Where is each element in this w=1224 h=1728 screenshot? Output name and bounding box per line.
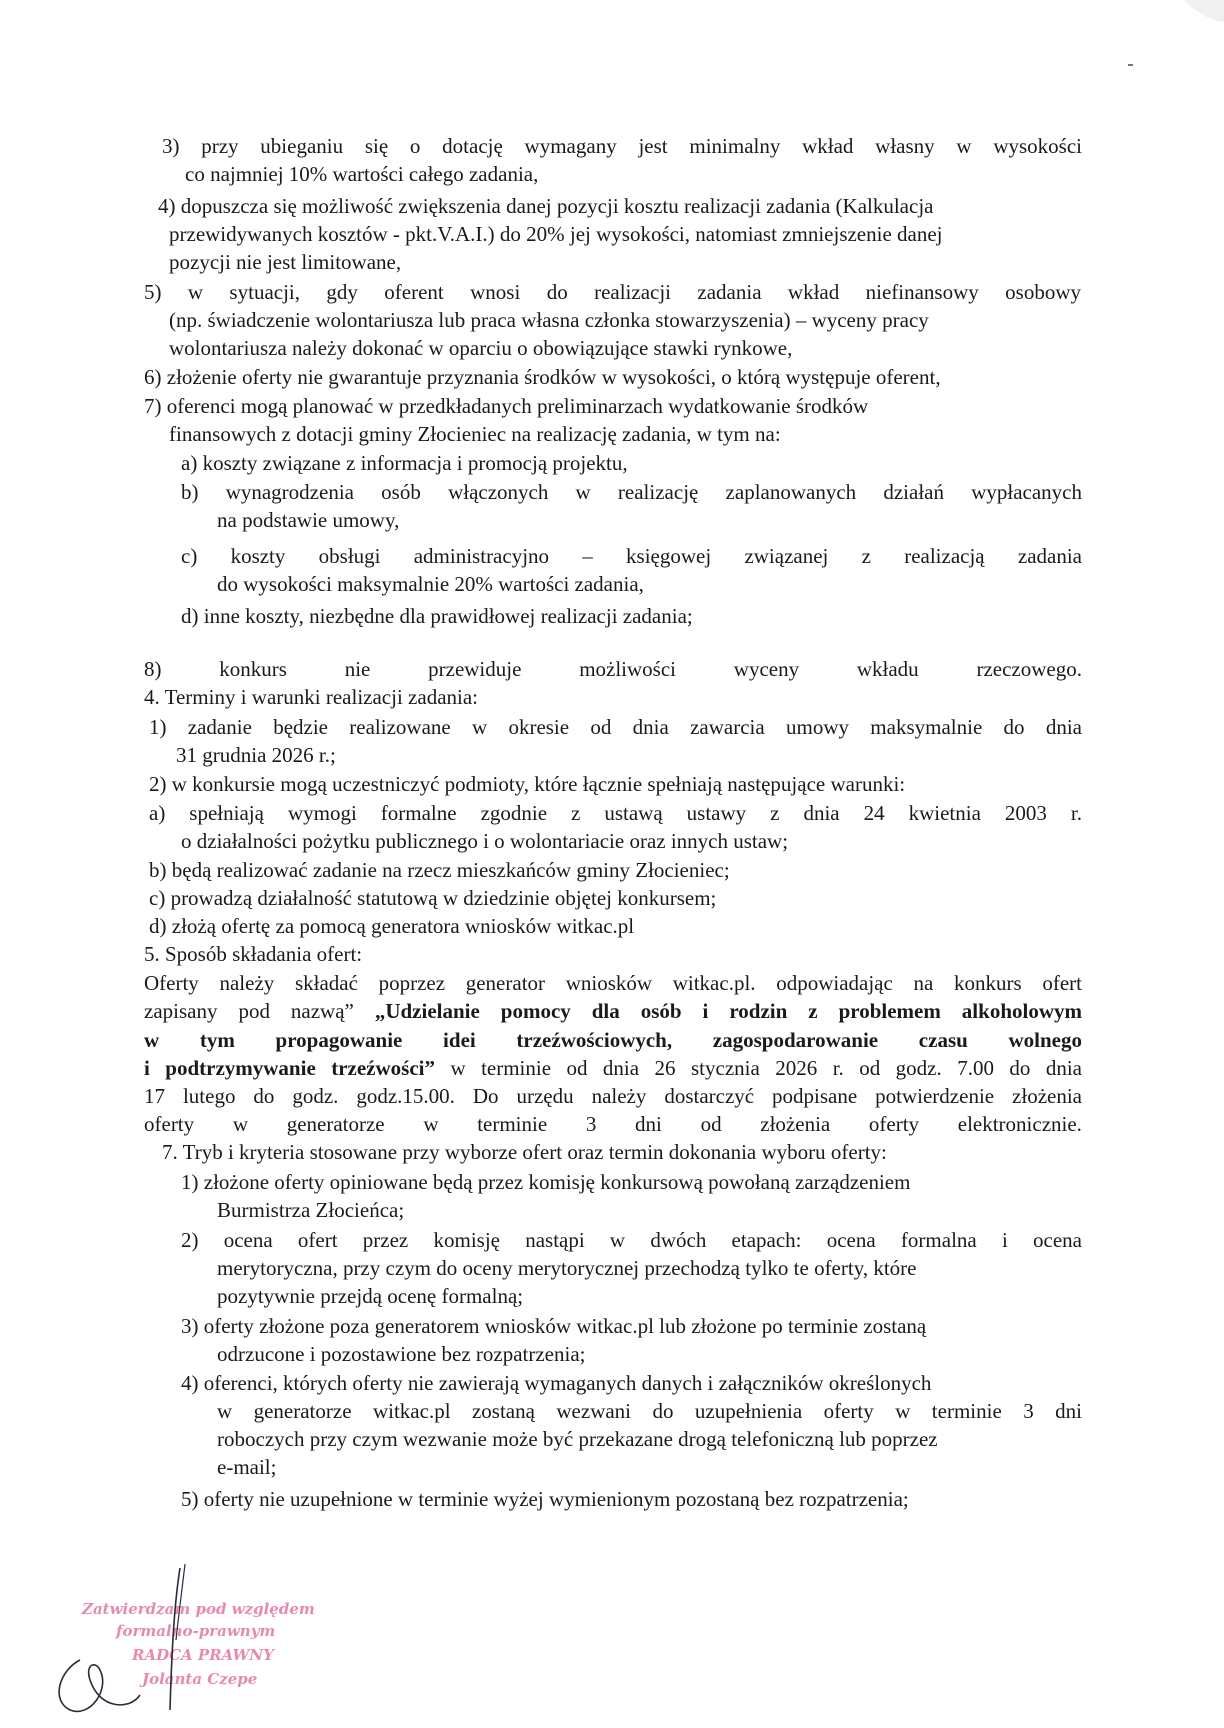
- section-4-item-d: d) złożą ofertę za pomocą generatora wniosków witkac.pl: [149, 914, 635, 938]
- task-title-part-3: i podtrzymywanie trzeźwości”: [144, 1056, 435, 1080]
- section-5-word: 3: [585, 1112, 597, 1136]
- section-4-item-2: 2) w konkursie mogą uczestniczyć podmioty, które łącznie spełniają następujące warunki:: [149, 772, 906, 796]
- task-title-part-1: „Udzielanie pomocy dla osób i rodzin z problemem alkoholowym: [374, 999, 1082, 1023]
- section-5-line-2-prefix: zapisany pod nazwą”: [144, 999, 375, 1023]
- item-5-line-3: wolontariusza należy dokonać w oparciu o obowiązujące stawki rynkowe,: [169, 336, 793, 360]
- section-7-item-3-line-1: 3) oferty złożone poza generatorem wniosków witkac.pl lub złożone po terminie zostaną: [181, 1314, 927, 1338]
- item-4-line-1: 4) dopuszcza się możliwość zwiększenia danej pozycji kosztu realizacji zadania (Kalkulacja: [158, 194, 934, 218]
- section-4-item-c: c) prowadzą działalność statutową w dziedzinie objętej konkursem;: [149, 886, 717, 910]
- section-7-item-2-line-2: merytoryczna, przy czym do oceny merytorycznej przechodzą tylko te oferty, które: [217, 1256, 917, 1280]
- stamp-line-4: Jolanta Czepe: [142, 1670, 258, 1688]
- item-7-line-2: finansowych z dotacji gminy Złocieniec na realizację zadania, w tym na:: [169, 422, 781, 446]
- item-8-word: przewiduje: [428, 657, 522, 681]
- section-5-word: oferty: [144, 1112, 195, 1136]
- item-3-line-2: co najmniej 10% wartości całego zadania,: [185, 162, 539, 186]
- section-5-line-5: 17 lutego do godz. godz.15.00. Do urzędu należy dostarczyć podpisane potwierdzenie złożenia: [144, 1084, 1082, 1108]
- item-8-word: konkurs: [219, 657, 287, 681]
- item-8-word: wkładu: [856, 657, 919, 681]
- section-7-item-4-line-3: roboczych przy czym wezwanie może być przekazane drogą telefoniczną lub poprzez: [217, 1427, 938, 1451]
- section-5-line-1: Oferty należy składać poprzez generator wniosków witkac.pl. odpowiadając na konkurs ofert: [144, 971, 1082, 995]
- item-7a: a) koszty związane z informacja i promocją projektu,: [181, 451, 628, 475]
- section-7-item-1-line-1: 1) złożone oferty opiniowane będą przez komisję konkursową powołaną zarządzeniem: [181, 1170, 911, 1194]
- item-4-line-3: pozycji nie jest limitowane,: [169, 250, 402, 274]
- item-8: [144, 655, 1082, 683]
- section-5-line-4-suffix: w terminie od dnia 26 stycznia 2026 r. od godz. 7.00 do dnia: [435, 1056, 1082, 1080]
- section-5-line-3: [144, 1026, 1082, 1054]
- corner-shape: [1164, 0, 1224, 30]
- section-7-item-4-line-2: w generatorze witkac.pl zostaną wezwani do uzupełnienia oferty w terminie 3 dni: [217, 1399, 1082, 1423]
- section-5-word: złożenia: [760, 1112, 831, 1136]
- item-7-line-1: 7) oferenci mogą planować w przedkładanych preliminarzach wydatkowanie środków: [144, 394, 869, 418]
- page-corner-shadow: [1164, 0, 1224, 30]
- item-4-line-2: przewidywanych kosztów - pkt.V.A.I.) do 20% jej wysokości, natomiast zmniejszenie danej: [169, 222, 943, 246]
- item-3-line-1: 3) przy ubieganiu się o dotację wymagany jest minimalny wkład własny w wysokości: [162, 134, 1082, 158]
- item-8-word: 8): [144, 657, 162, 681]
- item-8-word: nie: [344, 657, 371, 681]
- section-4-item-1-line-1: 1) zadanie będzie realizowane w okresie od dnia zawarcia umowy maksymalnie do dnia: [149, 715, 1082, 739]
- section-7-item-5: 5) oferty nie uzupełnione w terminie wyżej wymienionym pozostaną bez rozpatrzenia;: [181, 1487, 909, 1511]
- item-7b-line-2: na podstawie umowy,: [217, 508, 400, 532]
- section-5-word: dni: [635, 1112, 662, 1136]
- section-7-item-2-line-3: pozytywnie przejdą ocenę formalną;: [217, 1284, 524, 1308]
- item-8-word: wyceny: [733, 657, 800, 681]
- item-5-line-2: (np. świadczenie wolontariusza lub praca własna członka stowarzyszenia) – wyceny pracy: [169, 308, 929, 332]
- item-7c-line-1: c) koszty obsługi administracyjno – księgowej związanej z realizacją zadania: [181, 544, 1082, 568]
- section-5-word: oferty: [868, 1112, 920, 1136]
- section-7-item-4-line-4: e-mail;: [217, 1455, 277, 1479]
- section-4-item-1-line-2: 31 grudnia 2026 r.;: [176, 743, 336, 767]
- section-7-item-4-line-1: 4) oferenci, których oferty nie zawierają wymaganych danych i załączników określonych: [181, 1371, 932, 1395]
- section-7-heading: 7. Tryb i kryteria stosowane przy wyborze ofert oraz termin dokonania wyboru oferty:: [162, 1140, 887, 1164]
- stamp-line-1: Zatwierdzam pod względem: [82, 1600, 315, 1618]
- section-7-item-1-line-2: Burmistrza Złocieńca;: [217, 1198, 405, 1222]
- section-5-line-4: [144, 1054, 1082, 1082]
- item-7b-line-1: b) wynagrodzenia osób włączonych w realizację zaplanowanych działań wypłacanych: [181, 480, 1082, 504]
- task-title-part-2: w tym propagowanie idei trzeźwościowych, zagospodarowanie czasu wolnego: [144, 1028, 1082, 1052]
- section-4-item-a-line-2: o działalności pożytku publicznego i o wolontariacie oraz innych ustaw;: [181, 829, 789, 853]
- item-6: 6) złożenie oferty nie gwarantuje przyznania środków w wysokości, o którą występuje oferent,: [144, 365, 941, 389]
- scan-mark: [1128, 64, 1133, 66]
- section-4-item-b: b) będą realizować zadanie na rzecz mieszkańców gminy Złocieniec;: [149, 858, 730, 882]
- section-5-word: elektronicznie.: [957, 1112, 1082, 1136]
- item-8-word: możliwości: [579, 657, 677, 681]
- item-7c-line-2: do wysokości maksymalnie 20% wartości zadania,: [217, 572, 644, 596]
- section-4-item-a-line-1: a) spełniają wymogi formalne zgodnie z ustawą ustawy z dnia 24 kwietnia 2003 r.: [149, 801, 1082, 825]
- section-7-item-3-line-2: odrzucone i pozostawione bez rozpatrzenia;: [217, 1342, 586, 1366]
- section-5-line-2: [144, 997, 1082, 1025]
- section-5-word: terminie: [477, 1112, 548, 1136]
- section-7-item-2-line-1: 2) ocena ofert przez komisję nastąpi w dwóch etapach: ocena formalna i ocena: [181, 1228, 1082, 1252]
- section-4-heading: 4. Terminy i warunki realizacji zadania:: [144, 685, 479, 709]
- signature-mark: [40, 1560, 240, 1720]
- item-5-line-1: 5) w sytuacji, gdy oferent wnosi do realizacji zadania wkład niefinansowy osobowy: [144, 280, 1081, 304]
- section-5-line-6: [144, 1110, 1082, 1138]
- section-5-word: generatorze: [286, 1112, 385, 1136]
- item-7d: d) inne koszty, niezbędne dla prawidłowej realizacji zadania;: [181, 604, 693, 628]
- section-5-heading: 5. Sposób składania ofert:: [144, 942, 363, 966]
- section-5-word: od: [700, 1112, 722, 1136]
- stamp-line-3: RADCA PRAWNY: [132, 1646, 274, 1664]
- section-5-word: w: [232, 1112, 249, 1136]
- section-5-word: w: [423, 1112, 439, 1136]
- item-8-word: rzeczowego.: [976, 657, 1082, 681]
- stamp-line-2: formalno-prawnym: [116, 1622, 276, 1640]
